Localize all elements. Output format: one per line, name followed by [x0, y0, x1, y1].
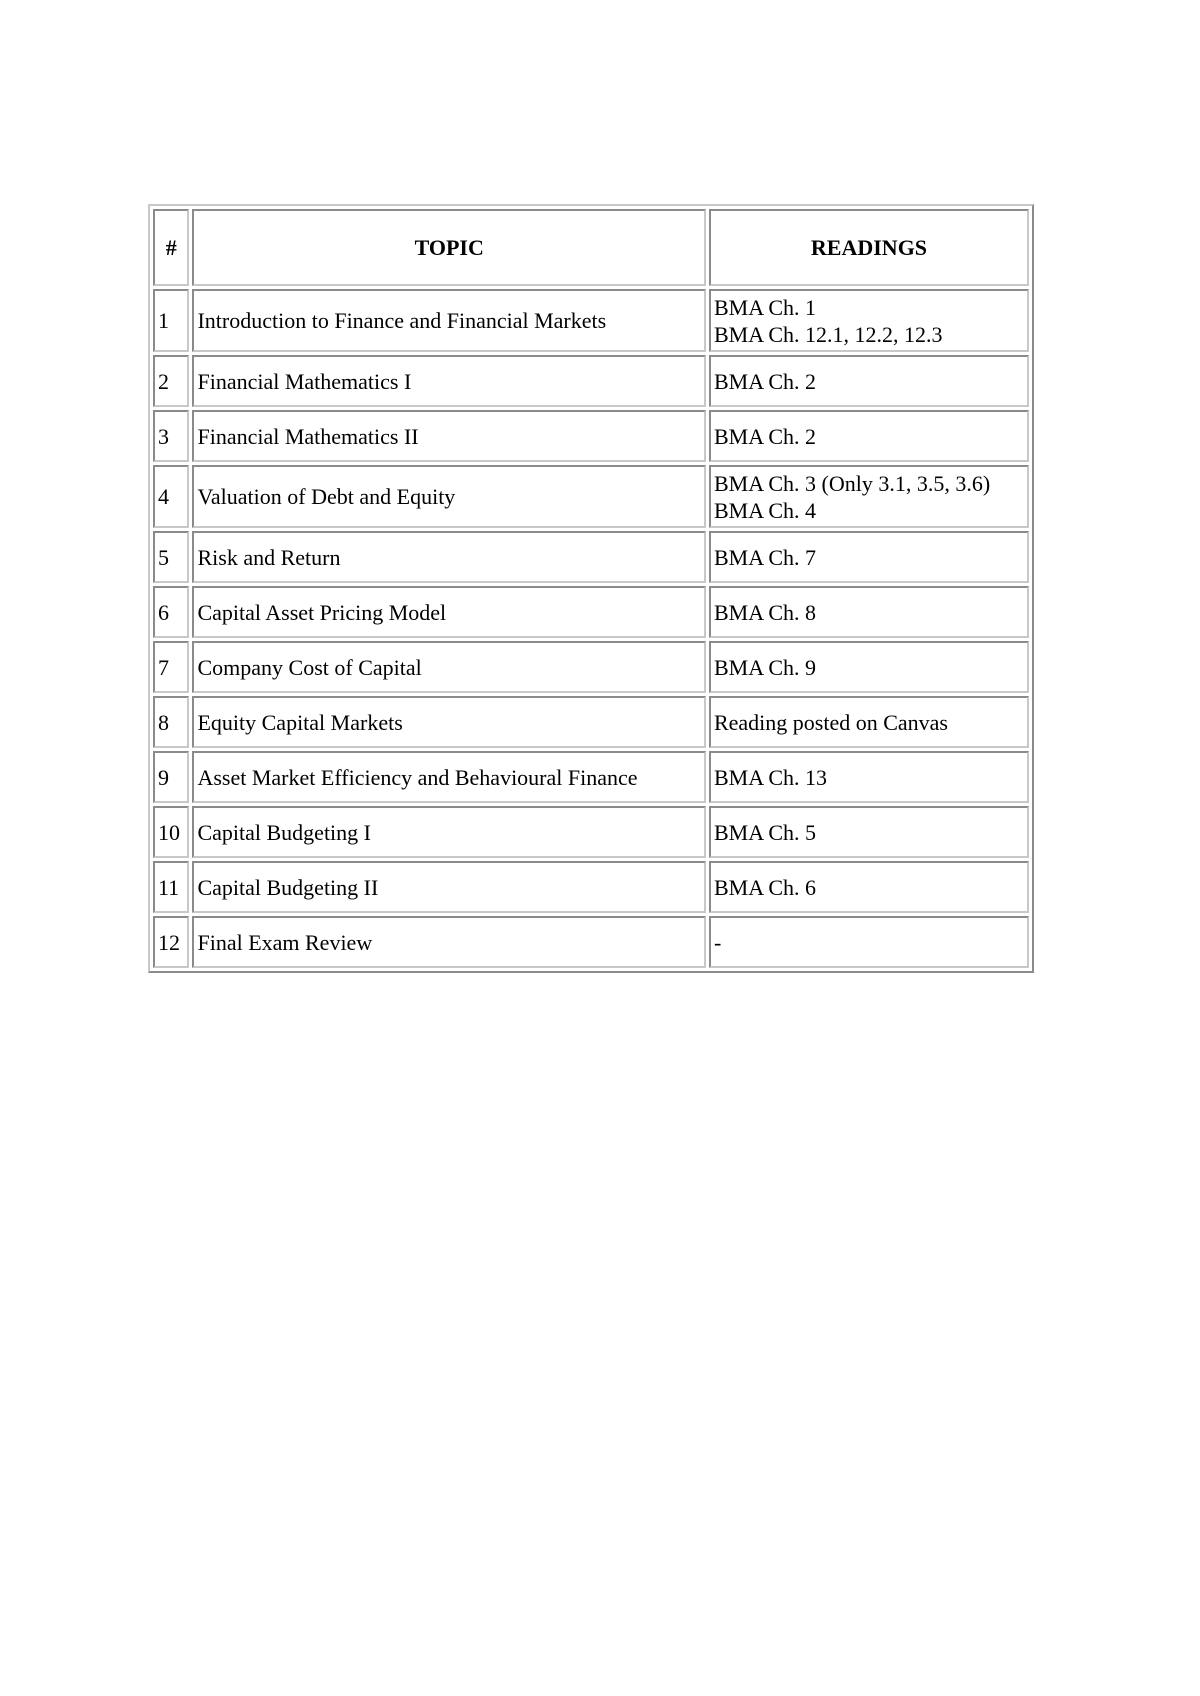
- header-readings: READINGS: [709, 209, 1029, 286]
- row-readings: [709, 355, 1029, 407]
- row-number: 7: [153, 641, 189, 693]
- reading-line: -: [713, 929, 722, 955]
- row-readings: [709, 465, 1029, 528]
- row-readings: [709, 531, 1029, 583]
- row-topic: [192, 586, 706, 638]
- table-row: [153, 355, 1029, 407]
- reading-line: BMA Ch. 8: [713, 599, 817, 625]
- header-number: #: [153, 209, 189, 286]
- row-number: 2: [153, 355, 189, 407]
- topic-text: Capital Budgeting I: [197, 819, 371, 845]
- topic-text: Company Cost of Capital: [197, 654, 422, 680]
- topic-text: Equity Capital Markets: [197, 709, 403, 735]
- table-row: [153, 806, 1029, 858]
- row-topic: [192, 751, 706, 803]
- reading-line: BMA Ch. 1: [713, 294, 817, 320]
- reading-line: BMA Ch. 9: [713, 654, 817, 680]
- table-row: [153, 586, 1029, 638]
- row-topic: [192, 465, 706, 528]
- row-number: 6: [153, 586, 189, 638]
- topic-text: Asset Market Efficiency and Behavioural Finance: [197, 764, 638, 790]
- row-readings: [709, 586, 1029, 638]
- topic-text: Financial Mathematics I: [197, 368, 412, 394]
- table-row: [153, 861, 1029, 913]
- row-readings: [709, 861, 1029, 913]
- row-number: 5: [153, 531, 189, 583]
- row-topic: [192, 696, 706, 748]
- row-readings: [709, 289, 1029, 352]
- reading-line: BMA Ch. 4: [713, 497, 817, 523]
- row-number: 8: [153, 696, 189, 748]
- reading-line: BMA Ch. 3 (Only 3.1, 3.5, 3.6): [713, 470, 991, 496]
- row-readings: [709, 410, 1029, 462]
- row-readings: [709, 806, 1029, 858]
- course-schedule-table: [148, 204, 1034, 973]
- table-row: [153, 641, 1029, 693]
- row-topic: [192, 531, 706, 583]
- row-number: 3: [153, 410, 189, 462]
- table-row: [153, 696, 1029, 748]
- row-topic: [192, 355, 706, 407]
- topic-text: Risk and Return: [197, 544, 341, 570]
- table-header-row: [153, 209, 1029, 286]
- reading-line: BMA Ch. 2: [713, 368, 817, 394]
- row-readings: [709, 916, 1029, 968]
- row-number: 11: [153, 861, 189, 913]
- row-number: 10: [153, 806, 189, 858]
- row-readings: [709, 751, 1029, 803]
- row-topic: [192, 861, 706, 913]
- row-topic: [192, 916, 706, 968]
- table-body: [153, 289, 1029, 968]
- topic-text: Capital Budgeting II: [197, 874, 379, 900]
- topic-text: Valuation of Debt and Equity: [197, 484, 456, 509]
- row-topic: [192, 806, 706, 858]
- table-row: [153, 751, 1029, 803]
- row-topic: [192, 641, 706, 693]
- row-number: 12: [153, 916, 189, 968]
- reading-line: BMA Ch. 6: [713, 874, 817, 900]
- table-row: [153, 531, 1029, 583]
- reading-line: BMA Ch. 5: [713, 819, 817, 845]
- row-readings: [709, 641, 1029, 693]
- reading-line: BMA Ch. 7: [713, 544, 817, 570]
- reading-line: BMA Ch. 12.1, 12.2, 12.3: [713, 321, 943, 347]
- row-readings: [709, 696, 1029, 748]
- row-number: 4: [153, 465, 189, 528]
- row-number: 9: [153, 751, 189, 803]
- table-row: [153, 916, 1029, 968]
- row-topic: [192, 410, 706, 462]
- row-number: 1: [153, 289, 189, 352]
- topic-text: Final Exam Review: [197, 929, 373, 955]
- table-row: [153, 465, 1029, 528]
- reading-line: BMA Ch. 13: [713, 764, 828, 790]
- table-row: [153, 410, 1029, 462]
- topic-text: Financial Mathematics II: [197, 423, 419, 449]
- table-row: [153, 289, 1029, 352]
- reading-line: Reading posted on Canvas: [713, 709, 948, 735]
- topic-text: Capital Asset Pricing Model: [197, 599, 447, 625]
- topic-text: Introduction to Finance and Financial Markets: [197, 308, 607, 333]
- reading-line: BMA Ch. 2: [713, 423, 817, 449]
- row-topic: [192, 289, 706, 352]
- header-topic: TOPIC: [192, 209, 706, 286]
